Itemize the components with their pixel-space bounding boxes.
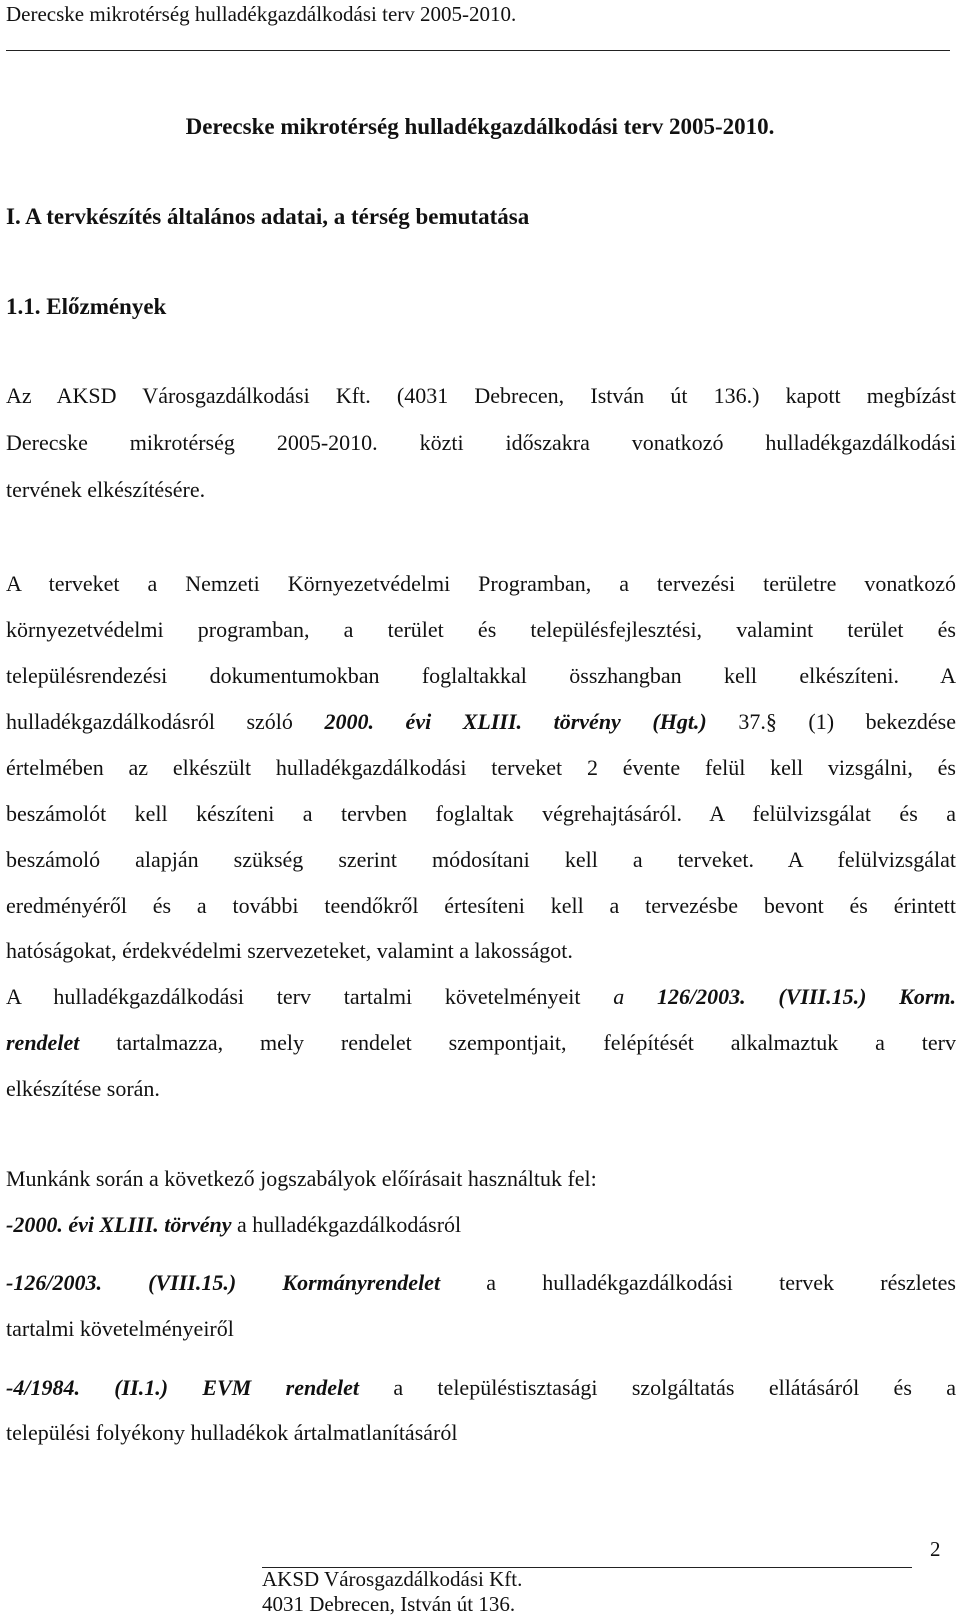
law-text: a hulladékgazdálkodásról [236, 1212, 462, 1237]
para1-line: Az AKSD Városgazdálkodási Kft. (4031 Debrecen, István út 136.) kapott megbízást [6, 383, 956, 408]
law-item-2-cont: tartalmi követelményeiről [6, 1316, 234, 1341]
page-number: 2 [930, 1537, 941, 1561]
para2-line [6, 709, 956, 735]
para2-line: elkészítése során. [6, 1076, 160, 1101]
para2-line: értelmében az elkészült hulladékgazdálkodási terveket 2 évente felül kell vizsgálni, és [6, 755, 956, 780]
para2-line: településrendezési dokumentumokban foglaltakkal összhangban kell elkészíteni. A [6, 663, 956, 688]
para1-line: tervének elkészítésére. [6, 477, 206, 502]
para2-line: A terveket a Nemzeti Környezetvédelmi Programban, a tervezési területre vonatkozó [6, 571, 956, 596]
section-heading-1: I. A tervkészítés általános adatai, a térség bemutatása [6, 204, 530, 229]
law-reference: rendelet [6, 1030, 80, 1055]
law-type: EVM rendelet [202, 1375, 359, 1400]
law-ref: -126/2003. (VIII.15.) [6, 1270, 237, 1295]
law-text: a településtisztasági szolgáltatás ellátásáról és a [393, 1375, 956, 1400]
law-ref: -4/1984. (II.1.) [6, 1375, 169, 1400]
law-reference: 126/2003. (VIII.15.) Korm. [657, 984, 956, 1009]
section-heading-1-1: 1.1. Előzmények [6, 294, 167, 319]
para1-line: Derecske mikrotérség 2005-2010. közti időszakra vonatkozó hulladékgazdálkodási [6, 430, 956, 455]
law-item-3 [6, 1375, 956, 1401]
footer-address: 4031 Debrecen, István út 136. [262, 1592, 516, 1616]
law-item-1 [6, 1212, 956, 1238]
text: hulladékgazdálkodásról szóló [6, 709, 293, 734]
text: a [613, 984, 625, 1009]
para2-line [6, 984, 956, 1010]
text: 37.§ (1) bekezdése [738, 709, 956, 734]
para2-line: eredményéről és a további teendőkről értesíteni kell a tervezésbe bevont és érintett [6, 893, 956, 918]
laws-intro: Munkánk során a következő jogszabályok előírásait használtuk fel: [6, 1166, 597, 1191]
law-type: törvény [164, 1212, 232, 1237]
running-header: Derecske mikrotérség hulladékgazdálkodási terv 2005-2010. [6, 2, 517, 26]
para2-line: beszámoló alapján szükség szerint módosítani kell a terveket. A felülvizsgálat [6, 847, 956, 872]
document-title: Derecske mikrotérség hulladékgazdálkodási terv 2005-2010. [185, 114, 775, 139]
para2-line: környezetvédelmi programban, a terület és településfejlesztési, valamint terület és [6, 617, 956, 642]
header-rule [6, 50, 950, 51]
text: A hulladékgazdálkodási terv tartalmi követelményeit [6, 984, 581, 1009]
law-ref: -2000. évi XLIII. [6, 1212, 159, 1237]
para2-line [6, 1030, 956, 1056]
law-item-3-cont: települési folyékony hulladékok ártalmatlanításáról [6, 1420, 458, 1445]
law-item-2 [6, 1270, 956, 1296]
footer-company: AKSD Városgazdálkodási Kft. [262, 1567, 523, 1591]
para2-line: hatóságokat, érdekvédelmi szervezeteket, valamint a lakosságot. [6, 938, 573, 963]
para2-line: beszámolót kell készíteni a tervben foglaltak végrehajtásáról. A felülvizsgálat és a [6, 801, 956, 826]
text: tartalmazza, mely rendelet szempontjait, felépítését alkalmaztuk a terv [116, 1030, 956, 1055]
law-reference: 2000. évi XLIII. törvény (Hgt.) [324, 709, 707, 734]
law-text: a hulladékgazdálkodási tervek részletes [486, 1270, 956, 1295]
law-type: Kormányrendelet [282, 1270, 441, 1295]
